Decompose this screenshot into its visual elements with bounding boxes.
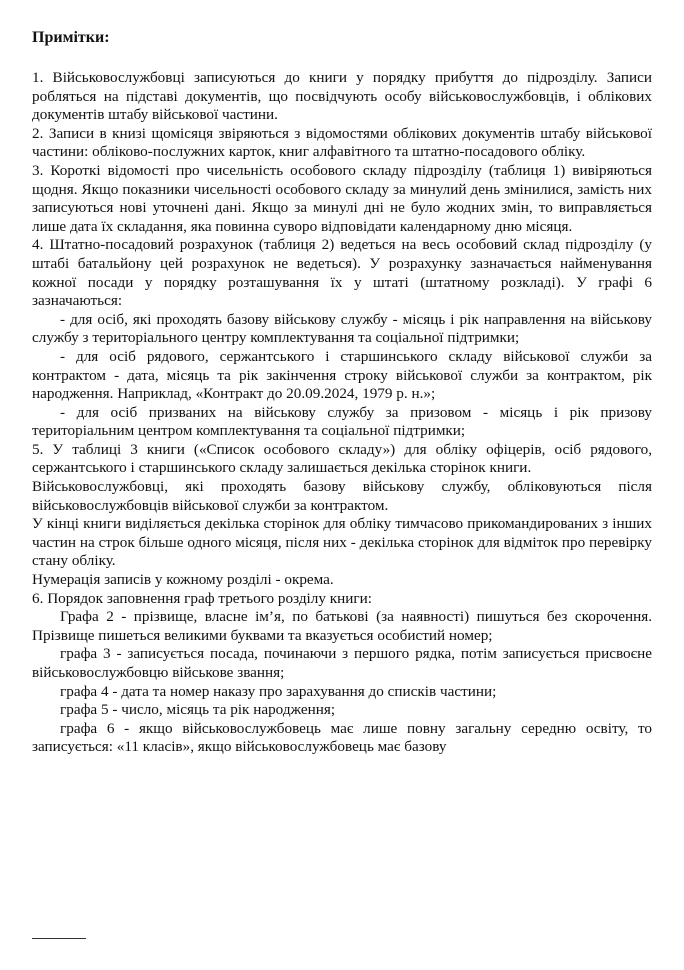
note-4-item-conscripts: - для осіб призваних на військову службу за призовом - місяць і рік призову територіальним центром комплектування та соціальної підтримки; xyxy=(32,403,652,440)
note-6-column-3: графа 3 - записується посада, починаючи з першого рядка, потім записується присвоєне військовослужбовцю військове звання; xyxy=(32,645,652,681)
document-page xyxy=(32,28,652,757)
note-6-column-2: Графа 2 - прізвище, власне ім’я, по батькові (за наявності) пишуться без скорочення. Прізвище пишеться великими буквами та вказується особистий номер; xyxy=(32,608,652,644)
note-3-strength-info: 3. Короткі відомості про чисельність особового складу підрозділу (таблиця 1) вивіряються щодня. Якщо показники чисельності особового складу за минулий день змінилися, замість них записуються нові уточнені дані. Якщо за минулі дні не було жодних змін, то виправляється лише дата їх складання, яка повинна суворо відповідати календарному дню місяця. xyxy=(32,161,652,235)
note-4-staff-calculation: 4. Штатно-посадовий розрахунок (таблиця 2) ведеться на весь особовий склад підрозділу (у штабі батальйону цей розрахунок не ведеться). У розрахунку зазначається найменування кожної посади у порядку розташування їх у штаті (штатному розкладі). У графі 6 зазначаються: xyxy=(32,236,652,310)
note-6-columns-heading: 6. Порядок заповнення граф третього розділу книги: xyxy=(32,589,372,607)
notes-body xyxy=(32,69,652,757)
note-5-attached-personnel: У кінці книги виділяється декілька сторінок для обліку тимчасово прикомандированих з інших частин на строк більше одного місяця, після них - декілька сторінок для відміток про перевірку стану обліку. xyxy=(32,515,652,570)
note-2-monthly-check: 2. Записи в книзі щомісяця звіряються з відомостями облікових документів штабу військової частини: обліково-послужних карток, книг алфавітного та штатно-посадового обліку. xyxy=(32,124,652,161)
note-4-item-basic-service: - для осіб, які проходять базову військову службу - місяць і рік направлення на військову службу з територіального центру комплектування та соціальної підтримки; xyxy=(32,310,652,347)
note-5-basic-service-order: Військовослужбовці, які проходять базову військову службу, обліковуються після військовослужбовців військової служби за контрактом. xyxy=(32,478,652,514)
note-5-numbering: Нумерація записів у кожному розділі - окрема. xyxy=(32,571,334,589)
note-6-column-4: графа 4 - дата та номер наказу про зарахування до списків частини; xyxy=(60,682,497,700)
footnote-separator xyxy=(32,938,86,939)
note-5-personnel-list: 5. У таблиці 3 книги («Список особового складу») для обліку офіцерів, осіб рядового, сержантського і старшинського складу залишається декілька сторінок книги. xyxy=(32,440,652,477)
note-1-entry-order: 1. Військовослужбовці записуються до книги у порядку прибуття до підрозділу. Записи робляться на підставі документів, що посвідчують особу військовослужбовців, і облікових документів штабу військової частини. xyxy=(32,69,652,124)
notes-heading: Примітки: xyxy=(32,29,110,46)
note-4-item-contract: - для осіб рядового, сержантського і старшинського складу військової служби за контрактом - дата, місяць та рік закінчення строку військової служби за контрактом, рік народження. Наприклад, «Контракт до 20.09.2024, 1979 р. н.»; xyxy=(32,347,652,403)
note-6-column-6: графа 6 - якщо військовослужбовець має лише повну загальну середню освіту, то записується: «11 класів», якщо військовослужбовець має базову xyxy=(32,719,652,756)
note-6-column-5: графа 5 - число, місяць та рік народження; xyxy=(60,701,336,719)
